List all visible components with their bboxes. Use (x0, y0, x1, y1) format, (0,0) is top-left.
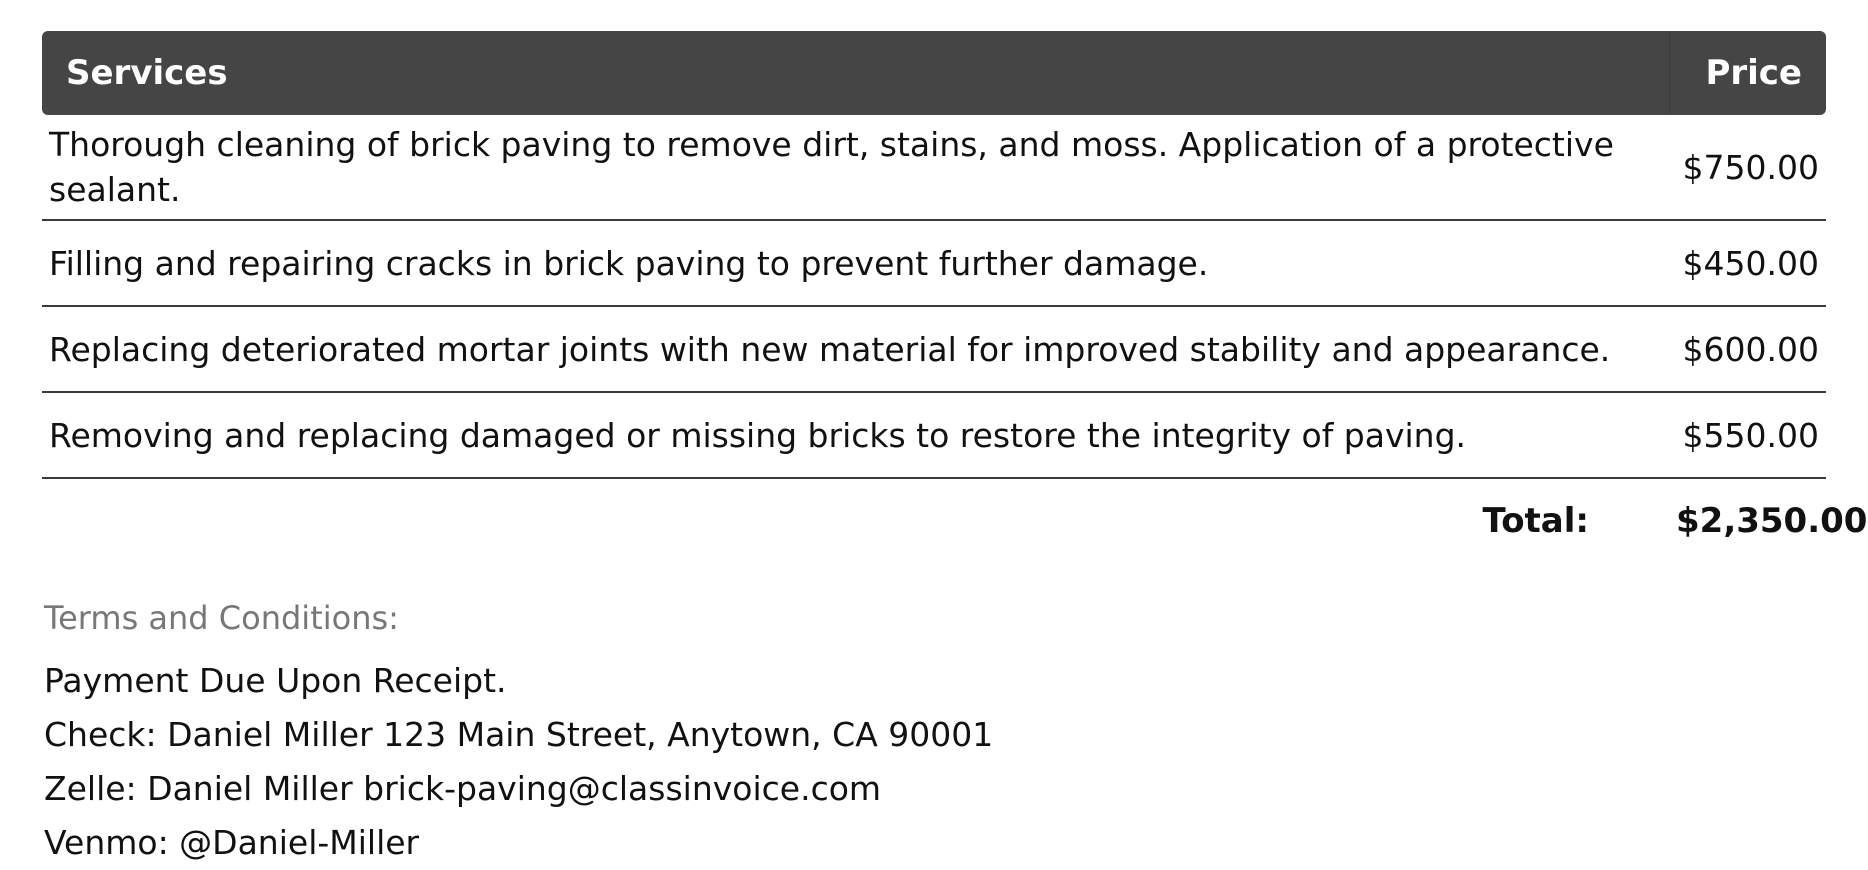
table-row (42, 220, 1826, 306)
total-row (42, 478, 1826, 563)
services-table (42, 31, 1868, 563)
terms-section (44, 598, 1244, 870)
zelle-payment-info: Zelle: Daniel Miller brick-paving@classinvoice.com (44, 769, 882, 808)
venmo-payment-info: Venmo: @Daniel-Miller (44, 823, 420, 862)
total-label: Total: (1482, 501, 1589, 541)
total-value: $2,350.00 (1676, 501, 1868, 541)
service-price: $750.00 (1669, 115, 1826, 220)
terms-title: Terms and Conditions: (44, 599, 399, 637)
check-payment-info: Check: Daniel Miller 123 Main Street, Anytown, CA 90001 (44, 715, 994, 754)
table-row (42, 306, 1826, 392)
price-column-header: Price (1669, 31, 1826, 115)
service-price: $450.00 (1669, 220, 1826, 306)
services-column-header: Services (42, 31, 1669, 115)
service-price: $600.00 (1669, 306, 1826, 392)
table-row (42, 392, 1826, 478)
service-description: Removing and replacing damaged or missing bricks to restore the integrity of paving. (42, 392, 1669, 478)
service-description: Thorough cleaning of brick paving to remove dirt, stains, and moss. Application of a protective sealant. (42, 115, 1669, 220)
service-price: $550.00 (1669, 392, 1826, 478)
service-description: Replacing deteriorated mortar joints with new material for improved stability and appearance. (42, 306, 1669, 392)
payment-due-note: Payment Due Upon Receipt. (44, 661, 507, 700)
service-description: Filling and repairing cracks in brick paving to prevent further damage. (42, 220, 1669, 306)
table-row (42, 115, 1826, 220)
table-header (42, 31, 1826, 115)
